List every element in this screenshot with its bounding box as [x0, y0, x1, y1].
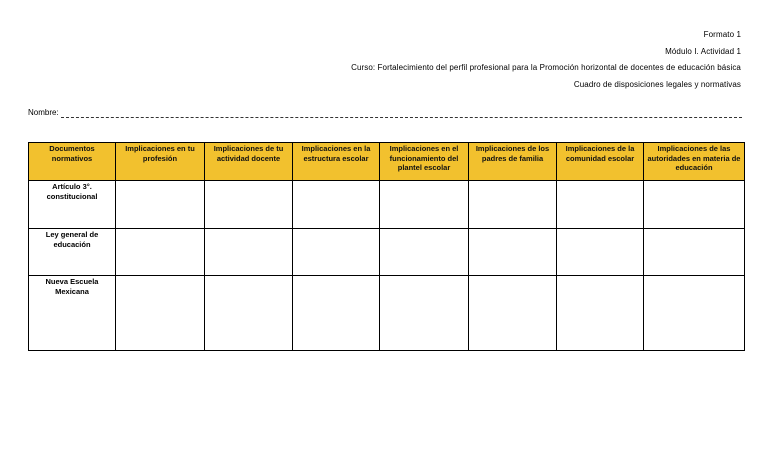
empty-cell[interactable] — [644, 229, 745, 276]
empty-cell[interactable] — [557, 181, 644, 229]
nombre-label: Nombre: — [28, 108, 59, 117]
empty-cell[interactable] — [380, 181, 469, 229]
row-label: Nueva Escuela Mexicana — [29, 276, 116, 351]
empty-cell[interactable] — [557, 276, 644, 351]
column-header: Implicaciones de las autoridades en materia de educación — [644, 143, 745, 181]
course-title: Curso: Fortalecimiento del perfil profesional para la Promoción horizontal de docentes de educación básica — [351, 63, 741, 73]
column-header: Implicaciones de la comunidad escolar — [557, 143, 644, 181]
row-label: Artículo 3°. constitucional — [29, 181, 116, 229]
table-row — [29, 276, 745, 351]
empty-cell[interactable] — [205, 181, 293, 229]
column-header: Implicaciones de tu actividad docente — [205, 143, 293, 181]
empty-cell[interactable] — [557, 229, 644, 276]
empty-cell[interactable] — [116, 181, 205, 229]
table-row — [29, 181, 745, 229]
empty-cell[interactable] — [293, 181, 380, 229]
nombre-blank-line[interactable] — [61, 109, 742, 118]
legal-framework-table — [28, 142, 745, 351]
empty-cell[interactable] — [116, 229, 205, 276]
column-header: Documentos normativos — [29, 143, 116, 181]
empty-cell[interactable] — [644, 276, 745, 351]
empty-cell[interactable] — [293, 229, 380, 276]
empty-cell[interactable] — [469, 229, 557, 276]
empty-cell[interactable] — [380, 229, 469, 276]
empty-cell[interactable] — [469, 181, 557, 229]
table-header-row — [29, 143, 745, 181]
empty-cell[interactable] — [380, 276, 469, 351]
document-header — [351, 27, 741, 93]
empty-cell[interactable] — [205, 276, 293, 351]
empty-cell[interactable] — [293, 276, 380, 351]
column-header: Implicaciones en tu profesión — [116, 143, 205, 181]
empty-cell[interactable] — [469, 276, 557, 351]
empty-cell[interactable] — [116, 276, 205, 351]
column-header: Implicaciones de los padres de familia — [469, 143, 557, 181]
module-label: Módulo I. Actividad 1 — [665, 46, 741, 56]
column-header: Implicaciones en la estructura escolar — [293, 143, 380, 181]
column-header: Implicaciones en el funcionamiento del plantel escolar — [380, 143, 469, 181]
document-title: Cuadro de disposiciones legales y normativas — [573, 79, 741, 89]
row-label: Ley general de educación — [29, 229, 116, 276]
format-label: Formato 1 — [703, 30, 741, 39]
empty-cell[interactable] — [644, 181, 745, 229]
empty-cell[interactable] — [205, 229, 293, 276]
table-row — [29, 229, 745, 276]
nombre-field[interactable] — [28, 108, 742, 118]
